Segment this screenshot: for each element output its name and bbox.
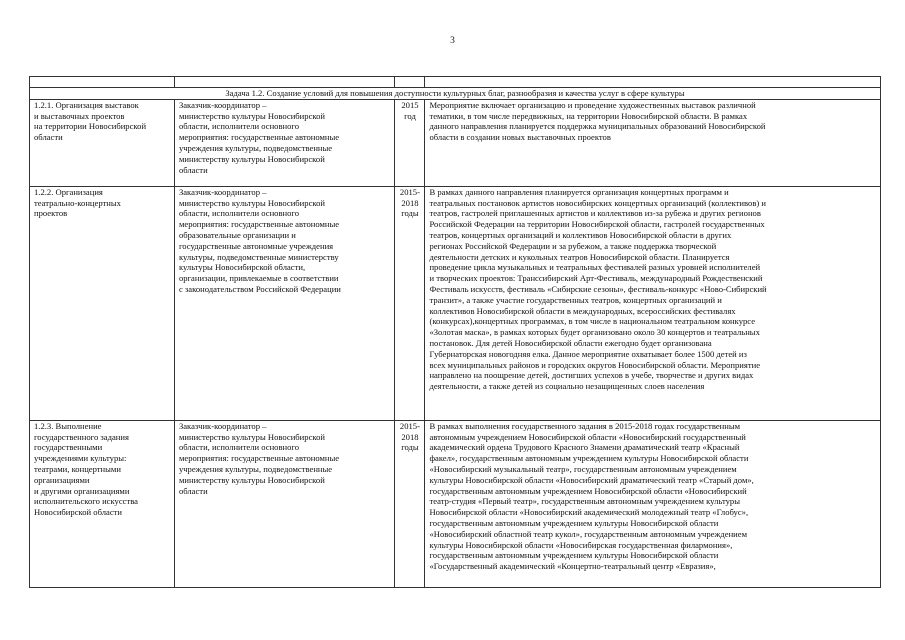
empty-cell	[395, 77, 425, 88]
empty-cell	[174, 77, 395, 88]
task-title: Задача 1.2. Создание условий для повышения доступности культурных благ, разнообразия и качества услуг в сфере культуры	[30, 88, 881, 100]
activity-name: 1.2.2. Организация театрально-концертных проектов	[30, 186, 175, 420]
executor-cell: Заказчик-координатор – министерство культуры Новосибирской области, исполнители основного мероприятия: государственные автономные учреждения культуры, подведомственные министерству культуры Новосибирской области	[174, 420, 395, 587]
period-cell: 2015- 2018 годы	[395, 186, 425, 420]
period-cell: 2015 год	[395, 99, 425, 186]
executor-cell: Заказчик-координатор – министерство культуры Новосибирской области, исполнители основного мероприятия: государственные автономные учреждения культуры, подведомственные министерству культуры Новосибирской области	[174, 99, 395, 186]
empty-cell	[30, 77, 175, 88]
page-number: 3	[450, 36, 455, 46]
description-cell: В рамках данного направления планируется организация концертных программ и театральных постановок артистов новосибирских концертных организаций (коллективов) и театров, гастролей приглашенных артистов и коллективов из-за рубежа и других регионов Российской Федерации на территории Новосибирской области, гастролей государственных театров, концертных организаций и коллективов Новосибирской области в других регионах Российской Федерации и за рубежом, а также поддержка творческой деятельности детских и кукольных театров Новосибирской области. Планируется проведение цикла музыкальных и театральных фестивалей разных уровней исполнителей и творческих проектов: Транссибирский Арт-Фестиваль, международный Рождественский Фестиваль искусств, фестиваль «Сибирские сезоны», фестиваль-конкурс «Ново-Сибирский транзит», а также участие государственных театров, концертных организаций и коллективов Новосибирской области в международных, всероссийских фестивалях (конкурсах),концертных программах, в том числе в национальном театральном конкурсе «Золотая маска», в рамках которых будет организовано около 30 концертов и театральных постановок. Для детей Новосибирской области ежегодно будет организована Губернаторская новогодняя елка. Данное мероприятие охватывает более 1500 детей из всех муниципальных районов и городских округов Новосибирской области. Мероприятие направлено на поощрение детей, достигших успехов в учебе, творчестве и других видах деятельности, а также детей из социально незащищенных слоев населения	[425, 186, 881, 420]
task-row	[30, 88, 881, 100]
period-cell: 2015- 2018 годы	[395, 420, 425, 587]
executor-cell: Заказчик-координатор – министерство культуры Новосибирской области, исполнители основного мероприятия: государственные автономные образовательные организации и государственные автономные учреждения культуры, подведомственные министерству культуры Новосибирской области, организации, привлекаемые в соответствии с законодательством Российской Федерации	[174, 186, 395, 420]
description-cell: Мероприятие включает организацию и проведение художественных выставок различной тематики, в том числе передвижных, на территории Новосибирской области. В рамках данного направления планируется поддержка муниципальных образований Новосибирской области в создании новых выставочных проектов	[425, 99, 881, 186]
activity-name: 1.2.3. Выполнение государственного задания государственными учреждениями культуры: театрами, концертными организациями и другими организациями исполнительского искусства Новосибирской области	[30, 420, 175, 587]
activity-name: 1.2.1. Организация выставок и выставочных проектов на территории Новосибирской области	[30, 99, 175, 186]
table-row	[30, 420, 881, 587]
table-row	[30, 99, 881, 186]
header-spacer-row	[30, 77, 881, 88]
table-row	[30, 186, 881, 420]
empty-cell	[425, 77, 881, 88]
program-table	[29, 76, 881, 588]
description-cell: В рамках выполнения государственного задания в 2015-2018 годах государственным автономным учреждением Новосибирской области «Новосибирский государственный академический ордена Трудового Красного Знамени драматический театр «Красный факел», государственным автономным учреждением культуры Новосибирской области «Новосибирский музыкальный театр», государственным автономным учреждением культуры Новосибирской области «Новосибирский драматический театр «Старый дом», государственным автономным учреждением Новосибирской области «Новосибирский театр-студия «Первый театр», государственным автономным учреждением культуры Новосибирской области «Новосибирский академический молодежный театр «Глобус», государственным автономным учреждением культуры Новосибирской области «Новосибирский областной театр кукол», государственным автономным учреждением культуры Новосибирской области «Новосибирская государственная филармония», государственным автономным учреждением культуры Новосибирской области «Государственный академический «Концертно-театральный центр «Евразия»,	[425, 420, 881, 587]
